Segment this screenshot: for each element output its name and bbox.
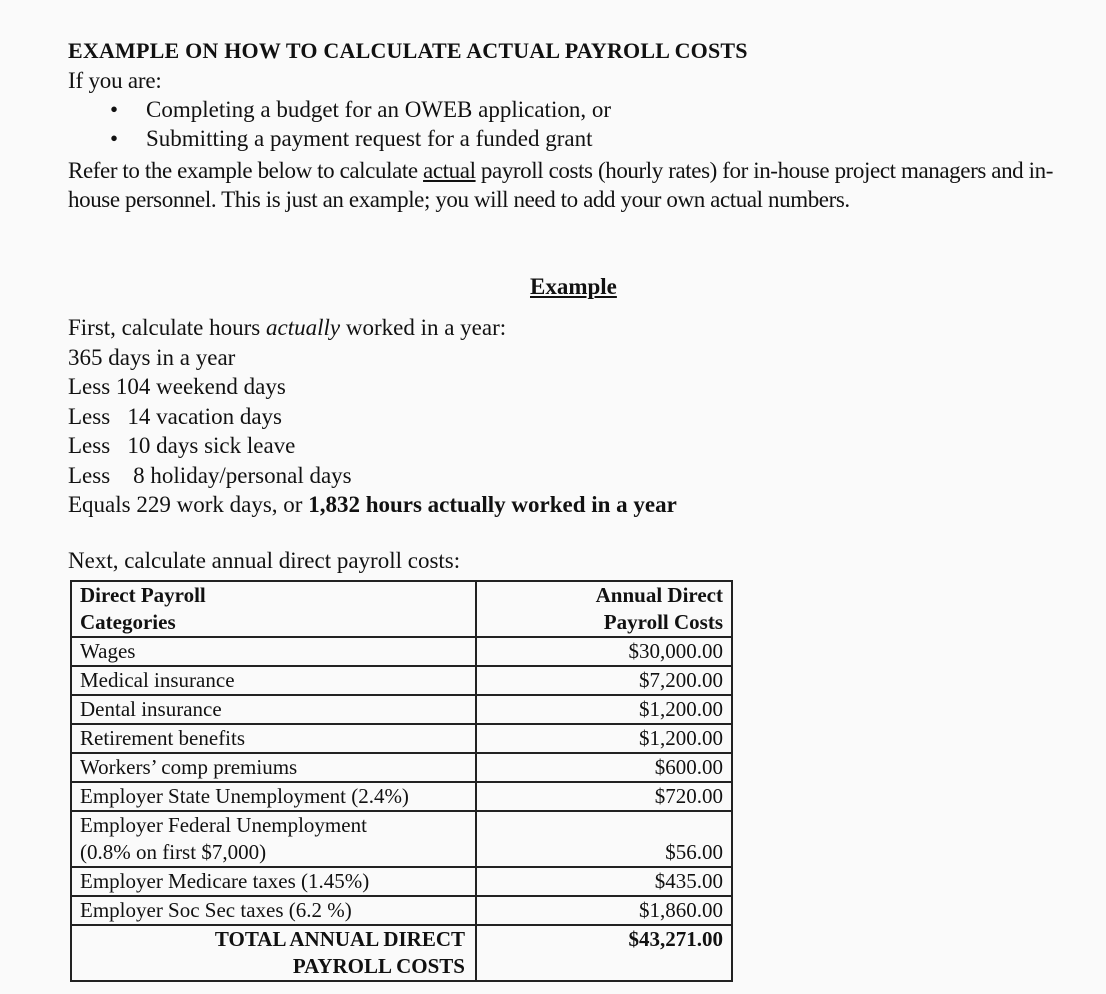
- calc-line: Less 10 days sick leave: [68, 433, 296, 458]
- bullet-icon: •: [110, 97, 119, 122]
- intro-text: If you are:: [68, 68, 162, 93]
- table-row: [71, 867, 732, 896]
- paragraph-text-before: Refer to the example below to calculate: [68, 158, 424, 183]
- row-cost: $7,200.00: [476, 666, 732, 695]
- bullet-icon: •: [110, 126, 119, 151]
- calc-line: Less 14 vacation days: [68, 403, 282, 429]
- table-header-row: [71, 581, 732, 637]
- bullet-text: Completing a budget for an OWEB application, or: [146, 97, 611, 122]
- row-category: Workers’ comp premiums: [71, 753, 476, 782]
- calc-result-before: Equals 229 work days, or: [68, 492, 309, 517]
- bullet-item: [100, 124, 611, 153]
- calc-result-bold: 1,832 hours actually worked in a year: [308, 492, 677, 517]
- header-category: [71, 581, 476, 637]
- calc-result: [68, 490, 677, 520]
- calc-intro-after: worked in a year:: [340, 315, 507, 340]
- header-category-line1: Direct Payroll: [80, 583, 206, 607]
- next-step-label: Next, calculate annual direct payroll costs:: [68, 548, 461, 573]
- header-category-line2: Categories: [80, 610, 176, 634]
- row-category: Retirement benefits: [71, 724, 476, 753]
- calc-intro: [68, 313, 677, 343]
- bullet-text: Submitting a payment request for a funded grant: [146, 126, 593, 151]
- instruction-paragraph: [68, 156, 1058, 214]
- table-row: [71, 811, 732, 867]
- calc-intro-italic: actually: [266, 315, 341, 340]
- table-row: [71, 695, 732, 724]
- row-cost: $1,200.00: [476, 724, 732, 753]
- example-heading: Example: [530, 274, 617, 299]
- hours-calculation: [68, 313, 677, 520]
- table-row: [71, 666, 732, 695]
- calc-line: 365 days in a year: [68, 344, 236, 370]
- total-cost: $43,271.00: [476, 925, 732, 981]
- row-cost: $435.00: [476, 867, 732, 896]
- row-category: Employer State Unemployment (2.4%): [71, 782, 476, 811]
- header-cost-line2: Payroll Costs: [603, 610, 723, 634]
- row-category: Dental insurance: [71, 695, 476, 724]
- calc-intro-before: First, calculate hours: [68, 315, 267, 340]
- row-category-line1: Employer Federal Unemployment: [80, 813, 367, 837]
- row-category: Employer Soc Sec taxes (6.2 %): [71, 896, 476, 925]
- table-row: [71, 637, 732, 666]
- row-category: Medical insurance: [71, 666, 476, 695]
- row-cost: $1,200.00: [476, 695, 732, 724]
- total-label-line1: TOTAL ANNUAL DIRECT: [214, 927, 465, 951]
- row-cost: $1,860.00: [476, 896, 732, 925]
- table-row: [71, 753, 732, 782]
- row-cost: $720.00: [476, 782, 732, 811]
- table-row: [71, 724, 732, 753]
- header-cost-line1: Annual Direct: [595, 583, 723, 607]
- document-title: EXAMPLE ON HOW TO CALCULATE ACTUAL PAYROLL COSTS: [68, 38, 748, 63]
- header-cost: [476, 581, 732, 637]
- bullet-item: [100, 95, 611, 124]
- row-cost: $56.00: [476, 811, 732, 867]
- row-category: Employer Medicare taxes (1.45%): [71, 867, 476, 896]
- total-label: [71, 925, 476, 981]
- paragraph-text-after: payroll costs (hourly rates) for in-house project managers and in-house personnel. This is just an example; you will need to add your own actual numbers.: [68, 158, 1053, 212]
- total-label-line2: PAYROLL COSTS: [292, 954, 465, 978]
- table-total-row: [71, 925, 732, 981]
- table-row: [71, 782, 732, 811]
- row-cost: $30,000.00: [476, 637, 732, 666]
- payroll-costs-table: [70, 580, 733, 982]
- row-cost: $600.00: [476, 753, 732, 782]
- row-category: Wages: [71, 637, 476, 666]
- row-category-line2: (0.8% on first $7,000): [80, 840, 267, 864]
- calc-line: Less 104 weekend days: [68, 374, 286, 399]
- row-category: [71, 811, 476, 867]
- paragraph-emphasis: actual: [423, 158, 476, 183]
- table-row: [71, 896, 732, 925]
- bullet-list: [100, 95, 611, 153]
- calc-line: Less 8 holiday/personal days: [68, 462, 352, 488]
